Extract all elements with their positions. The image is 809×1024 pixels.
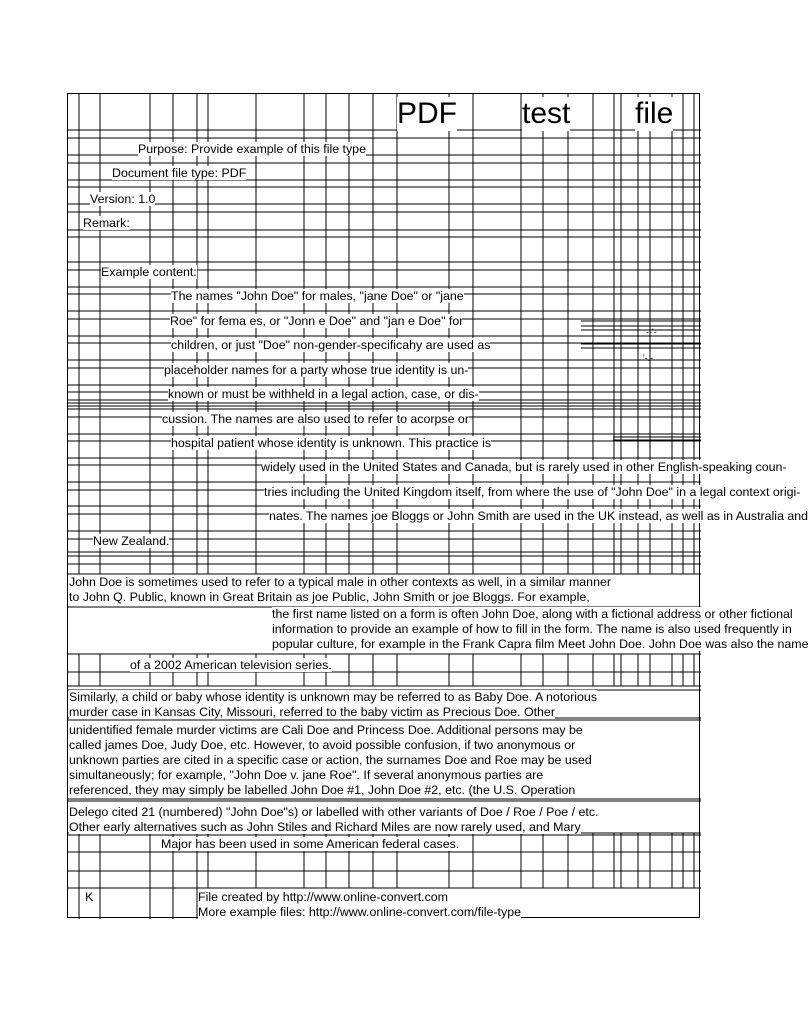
spreadsheet-page (67, 93, 809, 919)
p1-line-3: children, or just "Doe" non-gender-specificahy are used as (171, 338, 491, 352)
p6-line-1: Delego cited 21 (numbered) "John Doe"s) or labelled with other variants of Doe / Roe / Poe / etc. (69, 805, 599, 819)
p5-line-5: referenced, they may simply be labelled John Doe #1, John Doe #2, etc. (the U.S. Operation (69, 783, 576, 797)
p1-line-10-clip (269, 509, 809, 524)
doc-type-text: Document file type: PDF (112, 166, 247, 180)
p3-line-2: information to provide an example of how to fill in the form. The name is also used frequently in (272, 622, 792, 636)
p1-line-9-clip (264, 485, 801, 500)
purpose-text: Purpose: Provide example of this file type (138, 142, 366, 156)
remark-text: Remark: (83, 216, 130, 230)
scan-artifact-2: '-.- (643, 353, 654, 363)
p5-line-4: simultaneously; for example, "John Doe v. jane Roe". If several anonymous parties are (69, 768, 544, 782)
scan-artifact-1: --'- (646, 327, 657, 337)
p5-line-3: unknown parties are cited in a specific case or action, the surnames Doe and Roe may be used (69, 753, 592, 767)
p4-line-1: Similarly, a child or baby whose identity is unknown may be referred to as Baby Doe. A notorious (69, 690, 598, 704)
p1-line-11: New Zealand. (93, 534, 170, 548)
p1-line-8-clip (261, 460, 787, 475)
p6-line-2: Other early alternatives such as John Stiles and Richard Miles are now rarely used, and Mary (69, 820, 581, 834)
footer-created: File created by http://www.online-convert.com (198, 890, 448, 904)
title-word-file: file (635, 97, 674, 130)
p1-line-8: widely used in the United States and Canada, but is rarely used in other English-speaking coun- (261, 460, 787, 474)
p1-line-1: The names "John Doe" for males, "jane Doe" or "jane (171, 289, 464, 303)
p5-line-2: called james Doe, Judy Doe, etc. However, to avoid possible confusion, if two anonymous or (69, 738, 576, 752)
p1-line-5: known or must be withheld in a legal action, case, or dis- (168, 387, 479, 401)
example-content-label: Example content: (101, 265, 197, 279)
p2-line-1: John Doe is sometimes used to refer to a typical male in other contexts as well, in a similar manner (69, 575, 611, 589)
footer-more: More example files: http://www.online-convert.com/file-type (198, 905, 521, 919)
footer-k: K (85, 890, 94, 904)
title-word-pdf: PDF (397, 97, 457, 130)
p3-line-1: the first name listed on a form is often John Doe, along with a fictional address or other fictional (272, 607, 793, 621)
p1-line-6: cussion. The names are also used to refer to acorpse or (162, 412, 469, 426)
p5-line-1: unidentified female murder victims are Cali Doe and Princess Doe. Additional persons may be (69, 723, 583, 737)
p1-line-2: Roe" for fema es, or "Jonn e Doe" and "jan e Doe" for (170, 314, 464, 328)
p3-line-3: popular culture, for example in the Frank Capra film Meet John Doe. John Doe was also the name (272, 637, 809, 651)
p3-block-clip (272, 607, 809, 653)
p1-line-4: placeholder names for a party whose true identity is un- (164, 363, 469, 377)
version-text: Version: 1.0 (90, 192, 156, 206)
p1-line-10: nates. The names joe Bloggs or John Smith are used in the UK instead, as well as in Australia and (269, 509, 809, 523)
p6-line-3: Major has been used in some American federal cases. (161, 837, 460, 851)
p1-line-7: hospital patient whose identity is unknown. This practice is (171, 436, 492, 450)
p4-line-2: murder case in Kansas City, Missouri, referred to the baby victim as Precious Doe. Other (69, 705, 555, 719)
p2-line-2: to John Q. Public, known in Great Britain as joe Public, John Smith or joe Bloggs. For example, (69, 590, 590, 604)
p3-line-4: of a 2002 American television series. (130, 658, 332, 672)
p1-line-9: tries including the United Kingdom itself, from where the use of "John Doe" in a legal context origi- (264, 485, 801, 499)
title-word-test: test (522, 97, 571, 130)
